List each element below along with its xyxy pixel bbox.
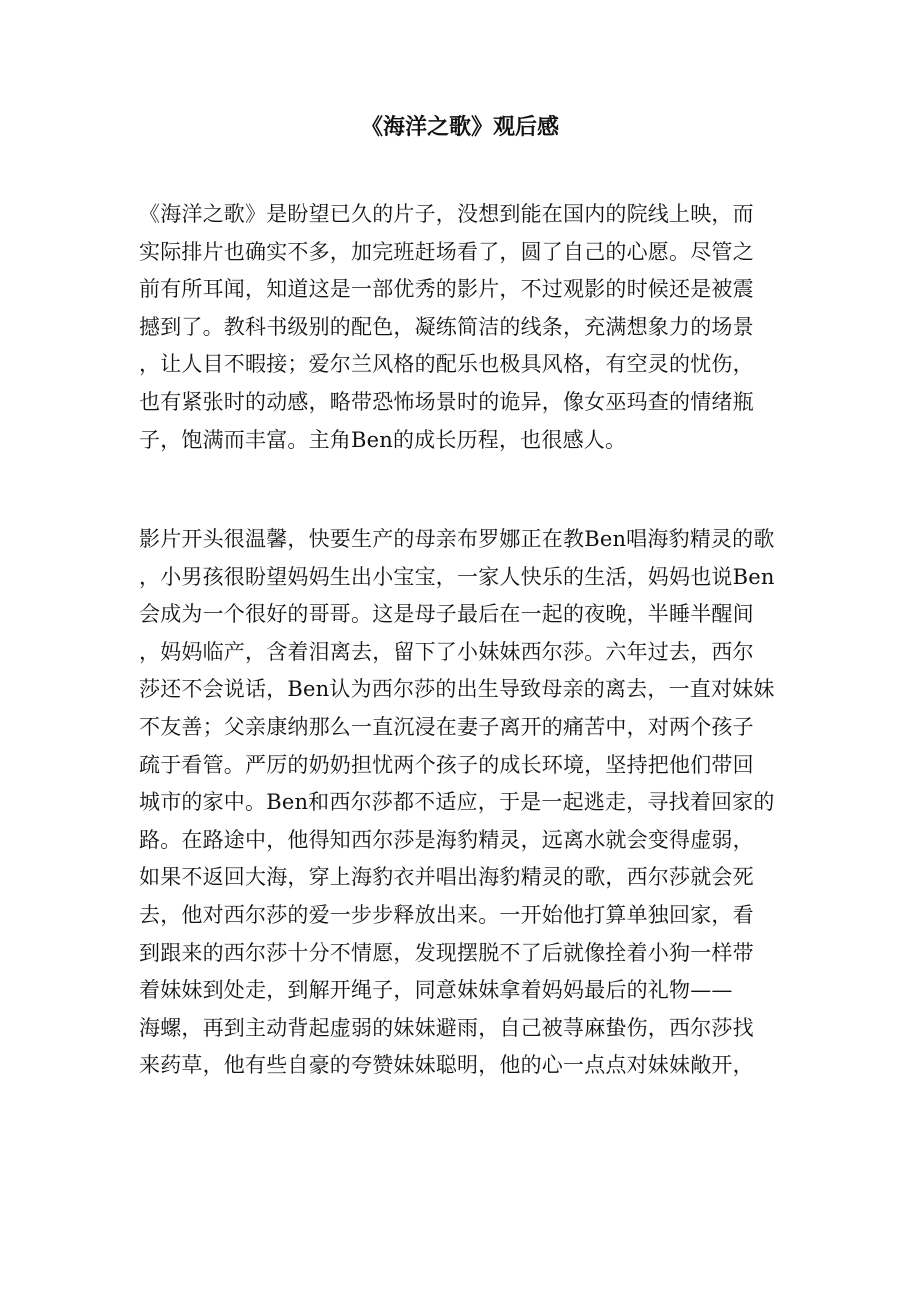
text-line: 到跟来的西尔莎十分不情愿，发现摆脱不了后就像拴着小狗一样带 xyxy=(139,940,754,965)
text-line: 会成为一个很好的哥哥。这是母子最后在一起的夜晚，半睡半醒间 xyxy=(139,602,754,627)
text-line: 莎还不会说话，Ben认为西尔莎的出生导致母亲的离去，一直对妹妹 xyxy=(139,677,775,702)
text-line: 如果不返回大海，穿上海豹衣并唱出海豹精灵的歌，西尔莎就会死 xyxy=(139,865,754,890)
text-line: 影片开头很温馨，快要生产的母亲布罗娜正在教Ben唱海豹精灵的歌 xyxy=(139,527,775,551)
text-line: 《海洋之歌》是盼望已久的片子，没想到能在国内的院线上映，而 xyxy=(139,202,754,226)
text-line: 路。在路途中，他得知西尔莎是海豹精灵，远离水就会变得虚弱， xyxy=(139,827,754,852)
text-line: 实际排片也确实不多，加完班赶场看了，圆了自己的心愿。尽管之 xyxy=(139,239,754,264)
text-line: 不友善；父亲康纳那么一直沉浸在妻子离开的痛苦中，对两个孩子 xyxy=(139,714,754,739)
text-line: 海螺，再到主动背起虚弱的妹妹避雨，自己被荨麻蛰伤，西尔莎找 xyxy=(139,1015,754,1040)
text-line: ，让人目不暇接；爱尔兰风格的配乐也极具风格，有空灵的忧伤， xyxy=(139,352,754,377)
text-line: 疏于看管。严厉的奶奶担忧两个孩子的成长环境，坚持把他们带回 xyxy=(139,752,754,777)
text-line: ，小男孩很盼望妈妈生出小宝宝，一家人快乐的生活，妈妈也说Ben xyxy=(139,564,775,589)
text-line: 子，饱满而丰富。主角Ben的成长历程，也很感人。 xyxy=(139,427,627,452)
text-line: 着妹妹到处走，到解开绳子，同意妹妹拿着妈妈最后的礼物—— xyxy=(139,978,733,1003)
document-title: 《海洋之歌》观后感 xyxy=(360,114,559,140)
paragraph-2 xyxy=(139,521,784,1085)
text-line: 前有所耳闻，知道这是一部优秀的影片，不过观影的时候还是被震 xyxy=(139,277,754,302)
text-line: ，妈妈临产，含着泪离去，留下了小妹妹西尔莎。六年过去，西尔 xyxy=(139,639,754,664)
text-line: 撼到了。教科书级别的配色，凝练简洁的线条，充满想象力的场景 xyxy=(139,314,754,339)
text-line: 来药草，他有些自豪的夸赞妹妹聪明，他的心一点点对妹妹敞开， xyxy=(139,1053,754,1078)
text-line: 去，他对西尔莎的爱一步步释放出来。一开始他打算单独回家，看 xyxy=(139,902,754,927)
paragraph-1 xyxy=(139,196,784,459)
text-line: 也有紧张时的动感，略带恐怖场景时的诡异，像女巫玛查的情绪瓶 xyxy=(139,389,754,414)
text-line: 城市的家中。Ben和西尔莎都不适应，于是一起逃走，寻找着回家的 xyxy=(139,790,775,815)
